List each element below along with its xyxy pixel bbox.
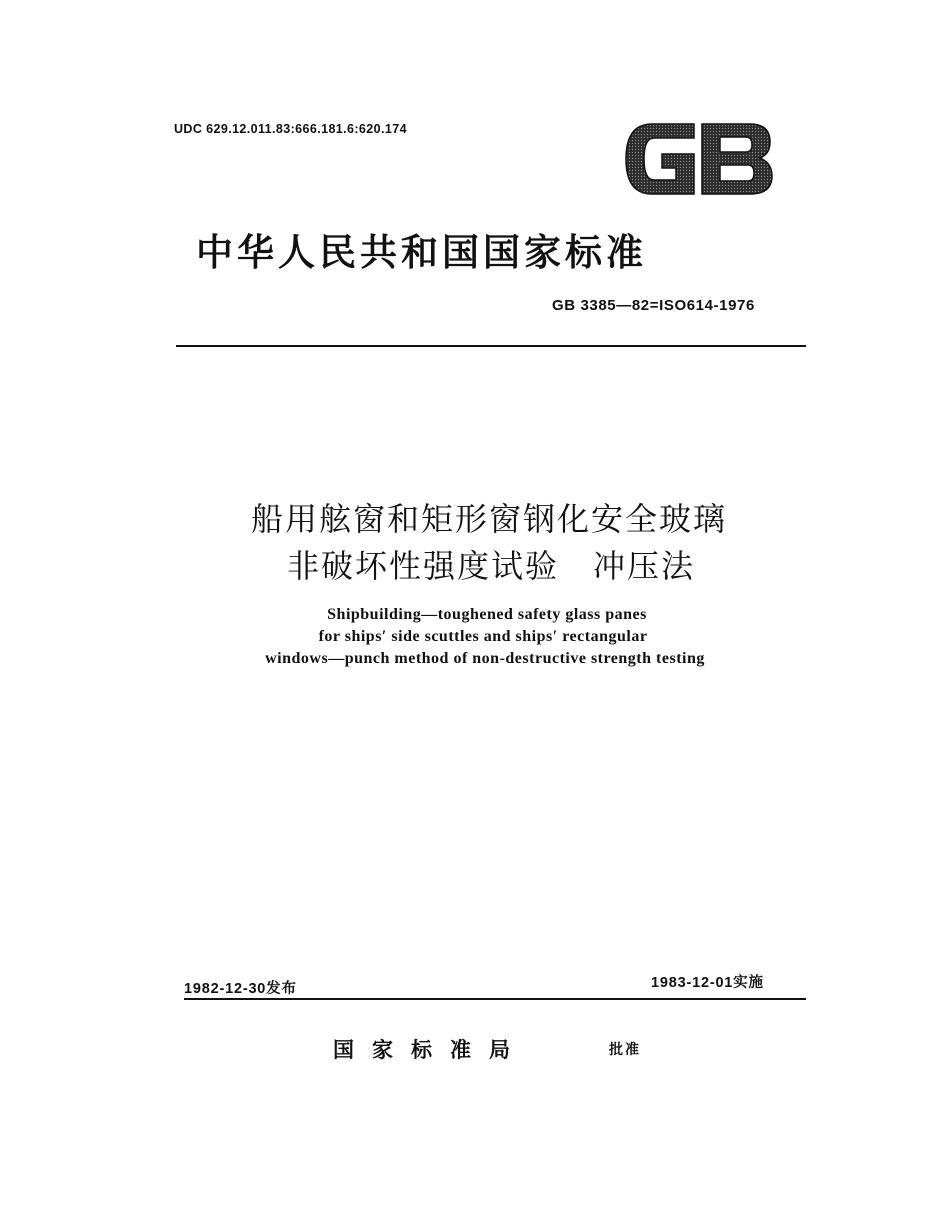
udc-code: UDC 629.12.011.83:666.181.6:620.174 (174, 122, 407, 136)
chinese-title-line-2: 非破坏性强度试验 冲压法 (286, 547, 695, 585)
approval-label: 批准 (609, 1042, 641, 1058)
chinese-title-line-1: 船用舷窗和矩形窗钢化安全玻璃 (250, 500, 727, 538)
english-title-line-1: Shipbuilding—toughened safety glass panes (327, 606, 647, 623)
gb-logo (622, 118, 774, 200)
organization-title: 中华人民共和国国家标准 (196, 230, 647, 274)
english-title-line-2: for ships′ side scuttles and ships′ rectangular (318, 628, 648, 645)
effective-date: 1983-12-01实施 (651, 975, 764, 991)
english-title-line-3: windows—punch method of non-destructive strength testing (265, 650, 705, 667)
standard-code: GB 3385—82=ISO614-1976 (552, 297, 755, 314)
approving-authority: 国家标准局 (333, 1037, 528, 1062)
header-divider (176, 345, 806, 347)
publication-date: 1982-12-30发布 (184, 981, 297, 997)
footer-divider (184, 998, 806, 1000)
